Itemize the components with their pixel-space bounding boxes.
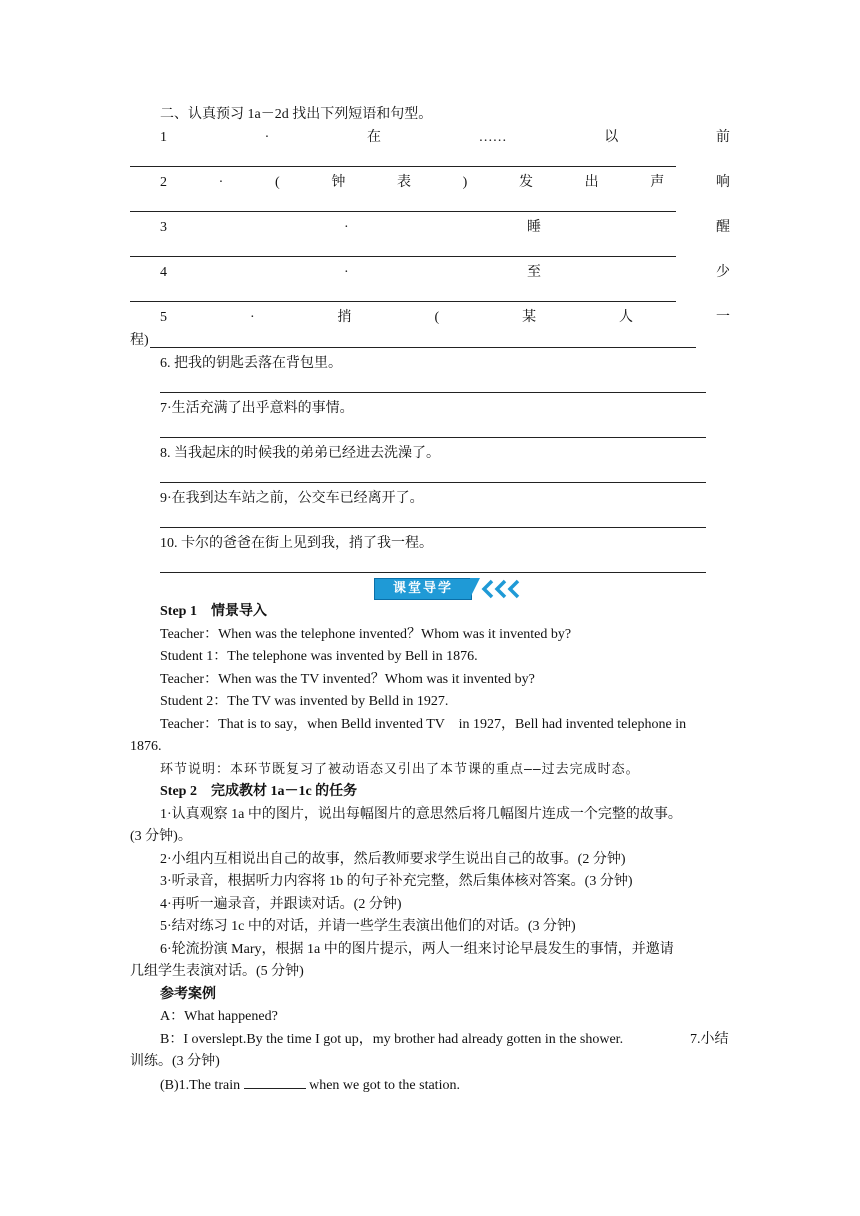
dialog-line: A：What happened? xyxy=(160,1009,278,1024)
phrase-char: 捎 xyxy=(337,310,352,325)
phrase-char: 3 xyxy=(160,220,167,235)
dialog-line-cont: 1876. xyxy=(130,739,162,754)
phrase-char: 睡 xyxy=(527,220,541,235)
answer-line xyxy=(130,211,676,212)
phrase-row-1 xyxy=(160,129,730,147)
phrase-char: 1 xyxy=(160,130,167,145)
step1-note: 环节说明：本环节既复习了被动语态又引出了本节课的重点——过去完成时态。 xyxy=(160,762,640,777)
task-item: 2·小组内互相说出自己的故事，然后教师要求学生说出自己的故事。(2 分钟) xyxy=(160,852,626,867)
reference-title: 参考案例 xyxy=(160,987,216,1002)
phrase-char: 人 xyxy=(619,310,634,325)
answer-line xyxy=(160,482,706,483)
task-item-cont: (3 分钟)。 xyxy=(130,829,192,844)
section-heading: 二、认真预习 1a－2d 找出下列短语和句型。 xyxy=(160,107,433,122)
phrase-char: 钟 xyxy=(331,175,346,190)
task-item: 1·认真观察 1a 中的图片，说出每幅图片的意思然后将几幅图片连成一个完整的故事。 xyxy=(160,807,682,822)
phrase-char: 以 xyxy=(604,130,619,145)
sentence-6: 6. 把我的钥匙丢落在背包里。 xyxy=(160,356,342,371)
phrase-row-5-cont: 程) xyxy=(130,333,149,348)
sentence-10: 10. 卡尔的爸爸在街上见到我，捎了我一程。 xyxy=(160,536,433,551)
phrase-char: 某 xyxy=(522,310,537,325)
answer-line xyxy=(160,392,706,393)
phrase-char: ) xyxy=(462,175,468,190)
phrase-char: 声 xyxy=(650,175,665,190)
task-item-cont: 几组学生表演对话。(5 分钟) xyxy=(130,964,304,979)
phrase-char: ( xyxy=(434,310,440,325)
phrase-char: 4 xyxy=(160,265,167,280)
phrase-char: 至 xyxy=(527,265,541,280)
phrase-char: · xyxy=(344,265,349,280)
step1-title: Step 1 情景导入 xyxy=(160,604,267,619)
answer-line xyxy=(130,301,676,302)
exercise-suffix: when we got to the station. xyxy=(305,1078,460,1093)
phrase-char: 表 xyxy=(396,175,411,190)
section-banner xyxy=(374,578,526,600)
phrase-char: · xyxy=(344,220,349,235)
phrase-char: · xyxy=(249,310,255,325)
sentence-8: 8. 当我起床的时候我的弟弟已经进去洗澡了。 xyxy=(160,446,440,461)
phrase-char: …… xyxy=(478,130,507,145)
phrase-char: ( xyxy=(274,175,280,190)
task-item: 3·听录音，根据听力内容将 1b 的句子补充完整，然后集体核对答案。(3 分钟) xyxy=(160,874,633,889)
phrase-char: 5 xyxy=(160,310,167,325)
banner-label: 课堂导学 xyxy=(374,578,472,600)
phrase-char: 醒 xyxy=(716,220,730,235)
dialog-line: Student 1：The telephone was invented by Bell in 1876. xyxy=(160,649,478,664)
phrase-char: 一 xyxy=(715,310,730,325)
phrase-char: · xyxy=(264,130,270,145)
answer-line xyxy=(130,166,676,167)
sentence-9: 9·在我到达车站之前，公交车已经离开了。 xyxy=(160,491,424,506)
dialog-line: Teacher：That is to say，when Belld invented TV in 1927，Bell had invented telephone in xyxy=(160,717,687,732)
dialog-line: Teacher：When was the TV invented？Whom was it invented by? xyxy=(160,672,535,687)
phrase-char: 在 xyxy=(366,130,381,145)
phrase-row-2 xyxy=(160,174,730,192)
answer-line xyxy=(160,437,706,438)
phrase-char: 响 xyxy=(715,175,730,190)
summary-cont: 训练。(3 分钟) xyxy=(130,1054,220,1069)
answer-line xyxy=(160,527,706,528)
task-item: 5·结对练习 1c 中的对话，并请一些学生表演出他们的对话。(3 分钟) xyxy=(160,919,576,934)
triple-chevron-icon xyxy=(470,578,526,600)
answer-blank xyxy=(244,1076,306,1089)
step2-title: Step 2 完成教材 1a－1c 的任务 xyxy=(160,784,358,799)
sentence-7: 7·生活充满了出乎意料的事情。 xyxy=(160,401,354,416)
phrase-char: · xyxy=(218,175,224,190)
dialog-line: B：I overslept.By the time I got up，my brother had already gotten in the shower. xyxy=(160,1032,624,1047)
answer-line xyxy=(150,347,696,348)
answer-line xyxy=(160,572,706,573)
dialog-line: Student 2：The TV was invented by Belld in 1927. xyxy=(160,694,449,709)
phrase-char: 少 xyxy=(716,265,730,280)
phrase-char: 前 xyxy=(715,130,730,145)
task-item: 6·轮流扮演 Mary，根据 1a 中的图片提示，两人一组来讨论早晨发生的事情，并邀请 xyxy=(160,942,674,957)
phrase-char: 出 xyxy=(584,175,599,190)
phrase-char: 发 xyxy=(518,175,533,190)
answer-line xyxy=(130,256,676,257)
exercise-item xyxy=(160,1076,460,1095)
task-item: 4·再听一遍录音，并跟读对话。(2 分钟) xyxy=(160,897,402,912)
dialog-line: Teacher：When was the telephone invented？Whom was it invented by? xyxy=(160,627,572,642)
phrase-char: 2 xyxy=(160,175,167,190)
summary-label: 7.小结 xyxy=(690,1032,729,1047)
phrase-row-5 xyxy=(160,309,730,327)
exercise-prefix: (B)1.The train xyxy=(160,1078,244,1093)
